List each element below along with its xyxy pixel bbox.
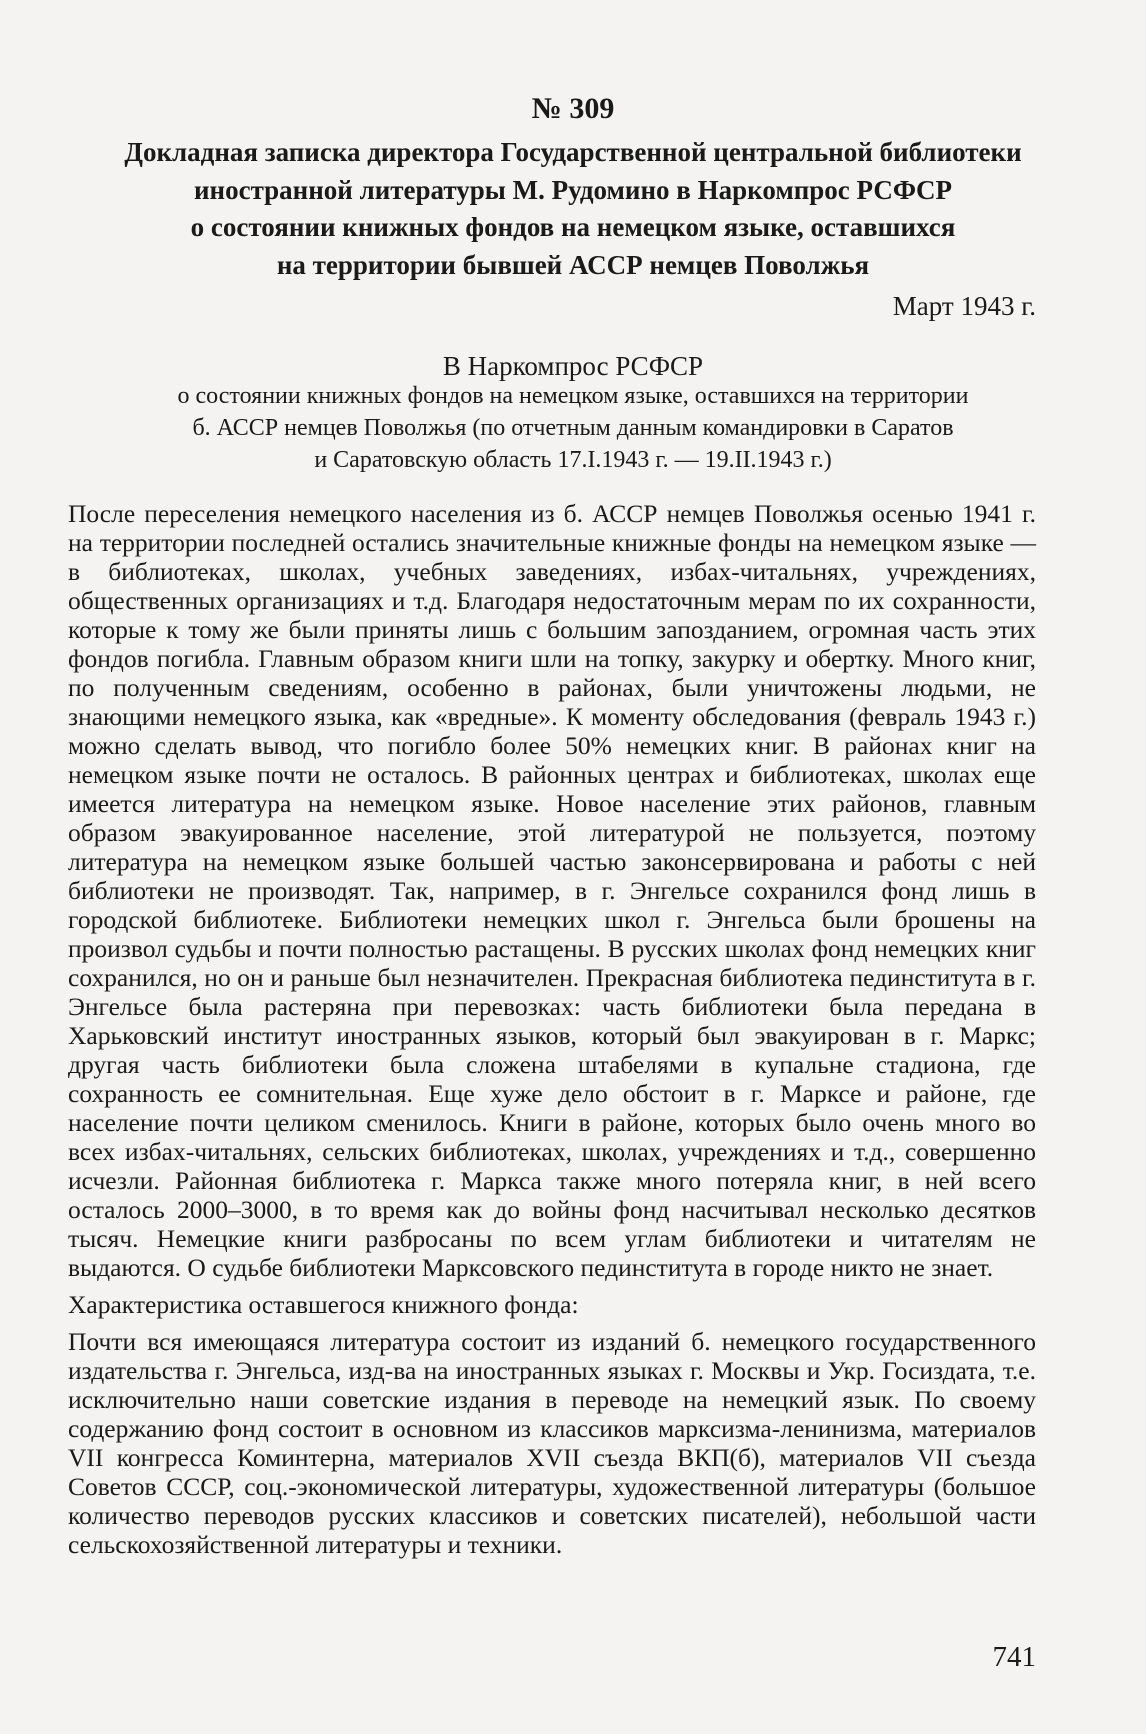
title-line: Докладная записка директора Государственной центральной библиотеки bbox=[124, 137, 1022, 167]
paragraph-fund-characteristics-heading: Характеристика оставшегося книжного фонда: bbox=[68, 1290, 579, 1319]
document-number: № 309 bbox=[531, 92, 615, 125]
document-subtitle bbox=[60, 380, 1086, 476]
title-line: о состоянии книжных фондов на немецком языке, оставшихся bbox=[190, 212, 956, 242]
subtitle-line: о состоянии книжных фондов на немецком языке, оставшихся на территории bbox=[177, 383, 969, 409]
title-line: на территории бывшей АССР немцев Поволжья bbox=[276, 249, 870, 280]
document-title bbox=[20, 134, 1126, 284]
body-text bbox=[68, 499, 1036, 1567]
paragraph-fund-contents: Почти вся имеющаяся литература состоит из изданий б. немецкого государственного издательства г. Энгельса, изд-ва на иностранных языках г. Москвы и Укр. Госиздата, т.е. исключительно наши советские издания в переводе на немецкий язык. По своему содержанию фонд состоит в основном из классиков марксизма-ленинизма, материалов VII конгресса Коминтерна, материалов XVII съезда ВКП(б), материалов VII съезда Советов СССР, соц.-экономической литературы, художественной литературы (большое количество переводов русских классиков и советских писателей), небольшой части сельскохозяйственной литературы и техники. bbox=[68, 1327, 1036, 1559]
document-date: Март 1943 г. bbox=[892, 291, 1036, 321]
paragraph-resettlement: После переселения немецкого населения из б. АССР немцев Поволжья осенью 1941 г. на территории последней остались значительные книжные фонды на немецком языке — в библиотеках, школах, учебных заведениях, избах-читальнях, учреждениях, общественных организациях и т.д. Благодаря недостаточным мерам по их сохранности, которые к тому же были приняты лишь с большим запозданием, огромная часть этих фондов погибла. Главным образом книги шли на топку, закурку и обертку. Много книг, по полученным сведениям, особенно в районах, были уничтожены людьми, не знающими немецкого языка, как «вредные». К моменту обследования (февраль 1943 г.) можно сделать вывод, что погибло более 50% немецких книг. В районах книг на немецком языке почти не осталось. В районных центрах и библиотеках, школах еще имеется литература на немецком языке. Новое население этих районов, главным образом эвакуированное население, этой литературой не пользуется, поэтому литература на немецком языке большей частью законсервирована и работы с ней библиотеки не производят. Так, например, в г. Энгельсе сохранился фонд лишь в городской библиотеке. Библиотеки немецких школ г. Энгельса были брошены на произвол судьбы и почти полностью растащены. В русских школах фонд немецких книг сохранился, но он и раньше был незначителен. Прекрасная библиотека пединститута в г. Энгельсе была растеряна при перевозках: часть библиотеки была передана в Харьковский институт иностранных языков, который был эвакуирован в г. Маркс; другая часть библиотеки была сложена штабелями в купальне стадиона, где сохранность ее сомнительная. Еще хуже дело обстоит в г. Марксе и районе, где население почти целиком сменилось. Книги в районе, которых было очень много во всех избах-читальнях, сельских библиотеках, школах, учреждениях и т.д., совершенно исчезли. Районная библиотека г. Маркса также много потеряла книг, в ней всего осталось 2000–3000, в то время как до войны фонд насчитывал несколько десятков тысяч. Немецкие книги разбросаны по всем углам библиотеки и читателям не выдаются. О судьбе библиотеки Марксовского пединститута в городе никто не знает. bbox=[68, 499, 1036, 1282]
subtitle-line: б. АССР немцев Поволжья (по отчетным данным командировки в Саратов bbox=[192, 415, 954, 441]
subtitle-line: и Саратовскую область 17.I.1943 г. — 19.II.1943 г.) bbox=[314, 447, 832, 473]
title-line: иностранной литературы М. Рудомино в Наркомпрос РСФСР bbox=[193, 174, 953, 205]
page-number: 741 bbox=[992, 1641, 1036, 1673]
addressee: В Наркомпрос РСФСР bbox=[442, 351, 704, 381]
